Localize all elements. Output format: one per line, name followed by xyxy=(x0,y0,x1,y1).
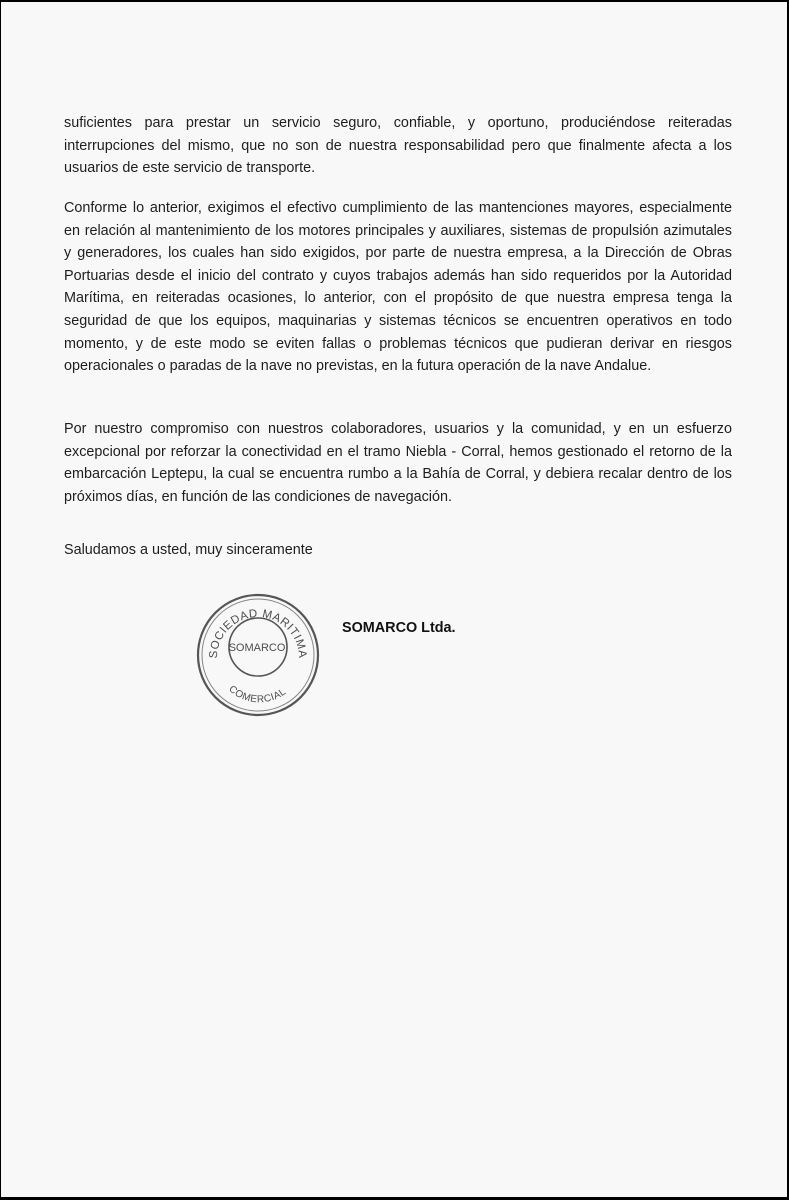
seal-top-text: SOCIEDAD MARITIMA xyxy=(207,607,309,659)
seal-center-text: SOMARCO xyxy=(228,642,286,654)
seal-bottom-text: COMERCIAL xyxy=(226,683,289,706)
paragraph-3: Por nuestro compromiso con nuestros colaboradores, usuarios y la comunidad, y en un esfuerzo excepcional por reforzar la conectividad en el tramo Niebla - Corral, hemos gestionado el retorno de la embarcación Leptepu, la cual se encuentra rumbo a la Bahía de Corral, y debiera recalar dentro de los próximos días, en función de las condiciones de navegación. xyxy=(64,421,732,505)
company-signature: SOMARCO Ltda. xyxy=(342,620,456,636)
paragraph-1: suficientes para prestar un servicio seguro, confiable, y oportuno, produciéndose reiteradas interrupciones del mismo, que no son de nuestra responsabilidad pero que finalmente afecta a los usuarios de este servicio de transporte. xyxy=(64,115,732,177)
closing-line: Saludamos a usted, muy sinceramente xyxy=(64,542,313,558)
paragraph-2: Conforme lo anterior, exigimos el efectivo cumplimiento de las mantenciones mayores, especialmente en relación al mantenimiento de los motores principales y auxiliares, sistemas de propulsión azimutales y generadores, los cuales han sido exigidos, por parte de nuestra empresa, a la Dirección de Obras Portuarias desde el inicio del contrato y cuyos trabajos además han sido requeridos por la Autoridad Marítima, en reiteradas ocasiones, lo anterior, con el propósito de que nuestra empresa tenga la seguridad de que los equipos, maquinarias y sistemas técnicos se encuentren operativos en todo momento, y de este modo se eviten fallas o problemas técnicos que pudieran derivar en riesgos operacionales o paradas de la nave no previstas, en la futura operación de la nave Andalue. xyxy=(64,200,732,375)
document-page xyxy=(1,2,787,1197)
svg-text:COMERCIAL xyxy=(226,684,288,706)
company-seal-stamp xyxy=(195,592,321,718)
